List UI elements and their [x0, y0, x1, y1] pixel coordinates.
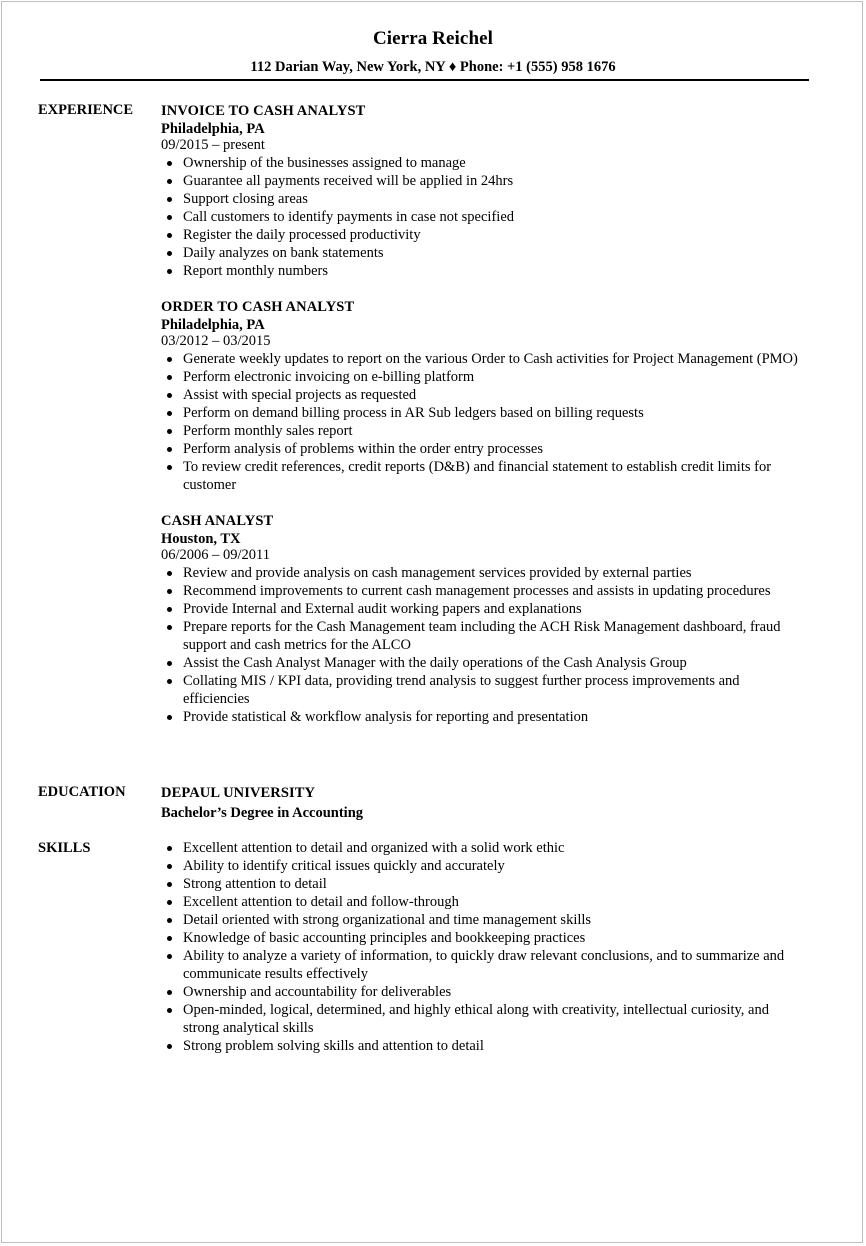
list-item: Assist the Cash Analyst Manager with the daily operations of the Cash Analysis Group — [161, 654, 808, 672]
list-item: Provide Internal and External audit working papers and explanations — [161, 600, 808, 618]
education-body — [161, 783, 821, 822]
list-item: Perform on demand billing process in AR Sub ledgers based on billing requests — [161, 404, 808, 422]
list-item: Excellent attention to detail and organized with a solid work ethic — [161, 839, 808, 857]
skills-body — [161, 839, 821, 1055]
list-item: Prepare reports for the Cash Management team including the ACH Risk Management dashboard, fraud support and cash metrics for the ALCO — [161, 618, 808, 654]
job-location: Philadelphia, PA — [161, 317, 265, 333]
candidate-name: Cierra Reichel — [372, 28, 494, 49]
list-item: Excellent attention to detail and follow-through — [161, 893, 808, 911]
job-title: ORDER TO CASH ANALYST — [161, 299, 355, 315]
job-bullet-list — [161, 564, 821, 726]
list-item: Register the daily processed productivity — [161, 226, 808, 244]
list-item: Ownership and accountability for deliverables — [161, 983, 808, 1001]
list-item: Perform analysis of problems within the order entry processes — [161, 440, 808, 458]
list-item: Guarantee all payments received will be applied in 24hrs — [161, 172, 808, 190]
contact-line: 112 Darian Way, New York, NY ♦ Phone: +1 (555) 958 1676 — [250, 59, 616, 75]
list-item: Collating MIS / KPI data, providing trend analysis to suggest further process improvements and efficiencies — [161, 672, 808, 708]
list-item: To review credit references, credit reports (D&B) and financial statement to establish credit limits for customer — [161, 458, 808, 494]
list-item: Perform monthly sales report — [161, 422, 808, 440]
list-item: Open-minded, logical, determined, and highly ethical along with creativity, intellectual curiosity, and strong analytical skills — [161, 1001, 808, 1037]
list-item: Review and provide analysis on cash management services provided by external parties — [161, 564, 808, 582]
list-item: Ability to identify critical issues quickly and accurately — [161, 857, 808, 875]
job-bullet-list — [161, 350, 821, 494]
list-item: Support closing areas — [161, 190, 808, 208]
skills-list — [161, 839, 821, 1055]
list-item: Ownership of the businesses assigned to manage — [161, 154, 808, 172]
list-item: Provide statistical & workflow analysis for reporting and presentation — [161, 708, 808, 726]
degree-name: Bachelor’s Degree in Accounting — [161, 805, 364, 821]
job-location: Houston, TX — [161, 531, 241, 547]
job-bullet-list — [161, 154, 821, 280]
list-item: Report monthly numbers — [161, 262, 808, 280]
list-item: Ability to analyze a variety of information, to quickly draw relevant conclusions, and to summarize and communicate results effectively — [161, 947, 808, 983]
job-title: CASH ANALYST — [161, 513, 274, 529]
list-item: Perform electronic invoicing on e-billing platform — [161, 368, 808, 386]
header-divider — [40, 79, 809, 81]
job-entry — [161, 512, 821, 726]
school-name: DEPAUL UNIVERSITY — [161, 785, 316, 801]
job-entry — [161, 102, 821, 280]
job-dates: 06/2006 – 09/2011 — [161, 547, 271, 563]
list-item: Generate weekly updates to report on the various Order to Cash activities for Project Management (PMO) — [161, 350, 808, 368]
section-label-education: EDUCATION — [38, 784, 126, 800]
job-dates: 09/2015 – present — [161, 137, 265, 153]
list-item: Assist with special projects as requested — [161, 386, 808, 404]
section-label-skills: SKILLS — [38, 840, 91, 856]
list-item: Strong problem solving skills and attention to detail — [161, 1037, 808, 1055]
list-item: Recommend improvements to current cash management processes and assists in updating procedures — [161, 582, 808, 600]
list-item: Daily analyzes on bank statements — [161, 244, 808, 262]
list-item: Knowledge of basic accounting principles and bookkeeping practices — [161, 929, 808, 947]
experience-body — [161, 101, 821, 744]
job-title: INVOICE TO CASH ANALYST — [161, 103, 366, 119]
job-entry — [161, 298, 821, 494]
list-item: Strong attention to detail — [161, 875, 808, 893]
job-location: Philadelphia, PA — [161, 121, 265, 137]
list-item: Call customers to identify payments in case not specified — [161, 208, 808, 226]
resume-header — [0, 27, 866, 76]
list-item: Detail oriented with strong organizational and time management skills — [161, 911, 808, 929]
section-label-experience: EXPERIENCE — [38, 102, 134, 118]
job-dates: 03/2012 – 03/2015 — [161, 333, 271, 349]
